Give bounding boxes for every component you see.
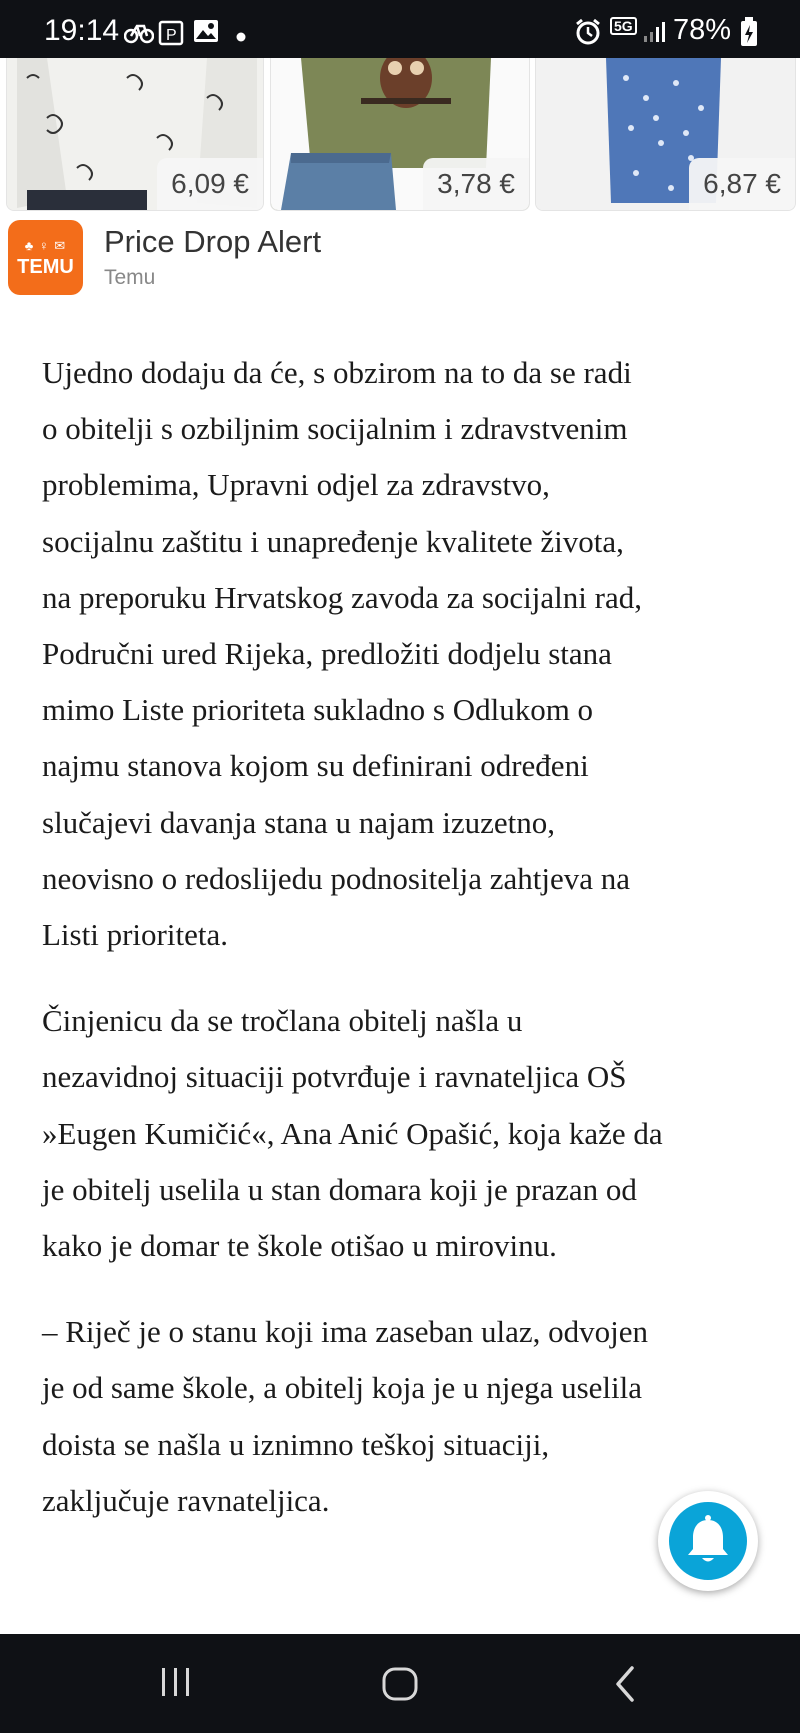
product-card[interactable] xyxy=(535,58,796,211)
navigation-bar xyxy=(0,1634,800,1733)
home-icon[interactable] xyxy=(380,1664,420,1704)
battery-icon xyxy=(740,17,758,47)
bike-icon xyxy=(124,20,154,44)
network-badge: 5G xyxy=(610,17,637,35)
ad-advertiser: Temu xyxy=(104,266,156,289)
ad-banner[interactable] xyxy=(0,58,800,310)
battery-percent: 78% xyxy=(673,14,732,46)
product-card[interactable] xyxy=(6,58,264,211)
status-time: 19:14 xyxy=(44,14,120,47)
bell-icon xyxy=(669,1502,747,1580)
signal-icon xyxy=(642,20,666,44)
image-icon xyxy=(192,18,220,44)
logo-wordmark: TEMU xyxy=(17,256,74,278)
ad-title[interactable]: Price Drop Alert xyxy=(104,224,322,259)
article-paragraph: Ujedno dodaju da će, s obzirom na to da se radi o obitelji s ozbiljnim socijalnim i zdravstvenim problemima, Upravni odjel za zdravstvo, socijalnu zaštitu i unapređenje kvalitete života, na preporuku Hrvatskog zavoda za socijalni rad, Područni ured Rijeka, predložiti dodjelu stana mimo Liste prioriteta sukladno s Odlukom o najmu stanova kojom su definirani određeni slučajevi davanja stana u najam izuzetno, neovisno o redoslijedu podnositelja zahtjeva na Listi prioriteta. xyxy=(42,355,642,953)
product-card[interactable] xyxy=(270,58,530,211)
product-price: 6,87 € xyxy=(689,158,795,210)
temu-mark-icon: ♣ ♀ ✉ xyxy=(24,238,67,253)
svg-text:P: P xyxy=(166,27,177,44)
notification-bell-button[interactable] xyxy=(658,1491,758,1591)
temu-logo[interactable] xyxy=(8,220,83,295)
product-price: 6,09 € xyxy=(157,158,263,210)
article-body xyxy=(42,345,762,1559)
back-icon[interactable] xyxy=(608,1664,644,1704)
status-bar xyxy=(0,0,800,58)
product-price: 3,78 € xyxy=(423,158,529,210)
article-paragraph: – Riječ je o stanu koji ima zaseban ulaz, odvojen je od same škole, a obitelj koja je u njega uselila doista se našla u iznimno teškoj situaciji, zaključuje ravnateljica. xyxy=(42,1314,649,1518)
alarm-icon xyxy=(574,18,602,46)
article-paragraph: Činjenicu da se tročlana obitelj našla u nezavidnoj situaciji potvrđuje i ravnateljica OŠ »Eugen Kumičić«, Ana Anić Opašić, koja kaže da je obitelj uselila u stan domara koji je prazan od kako je domar te škole otišao u mirovinu. xyxy=(42,1003,663,1264)
recent-apps-icon[interactable] xyxy=(158,1664,194,1700)
parking-icon xyxy=(158,18,184,46)
dot-icon xyxy=(236,32,246,42)
